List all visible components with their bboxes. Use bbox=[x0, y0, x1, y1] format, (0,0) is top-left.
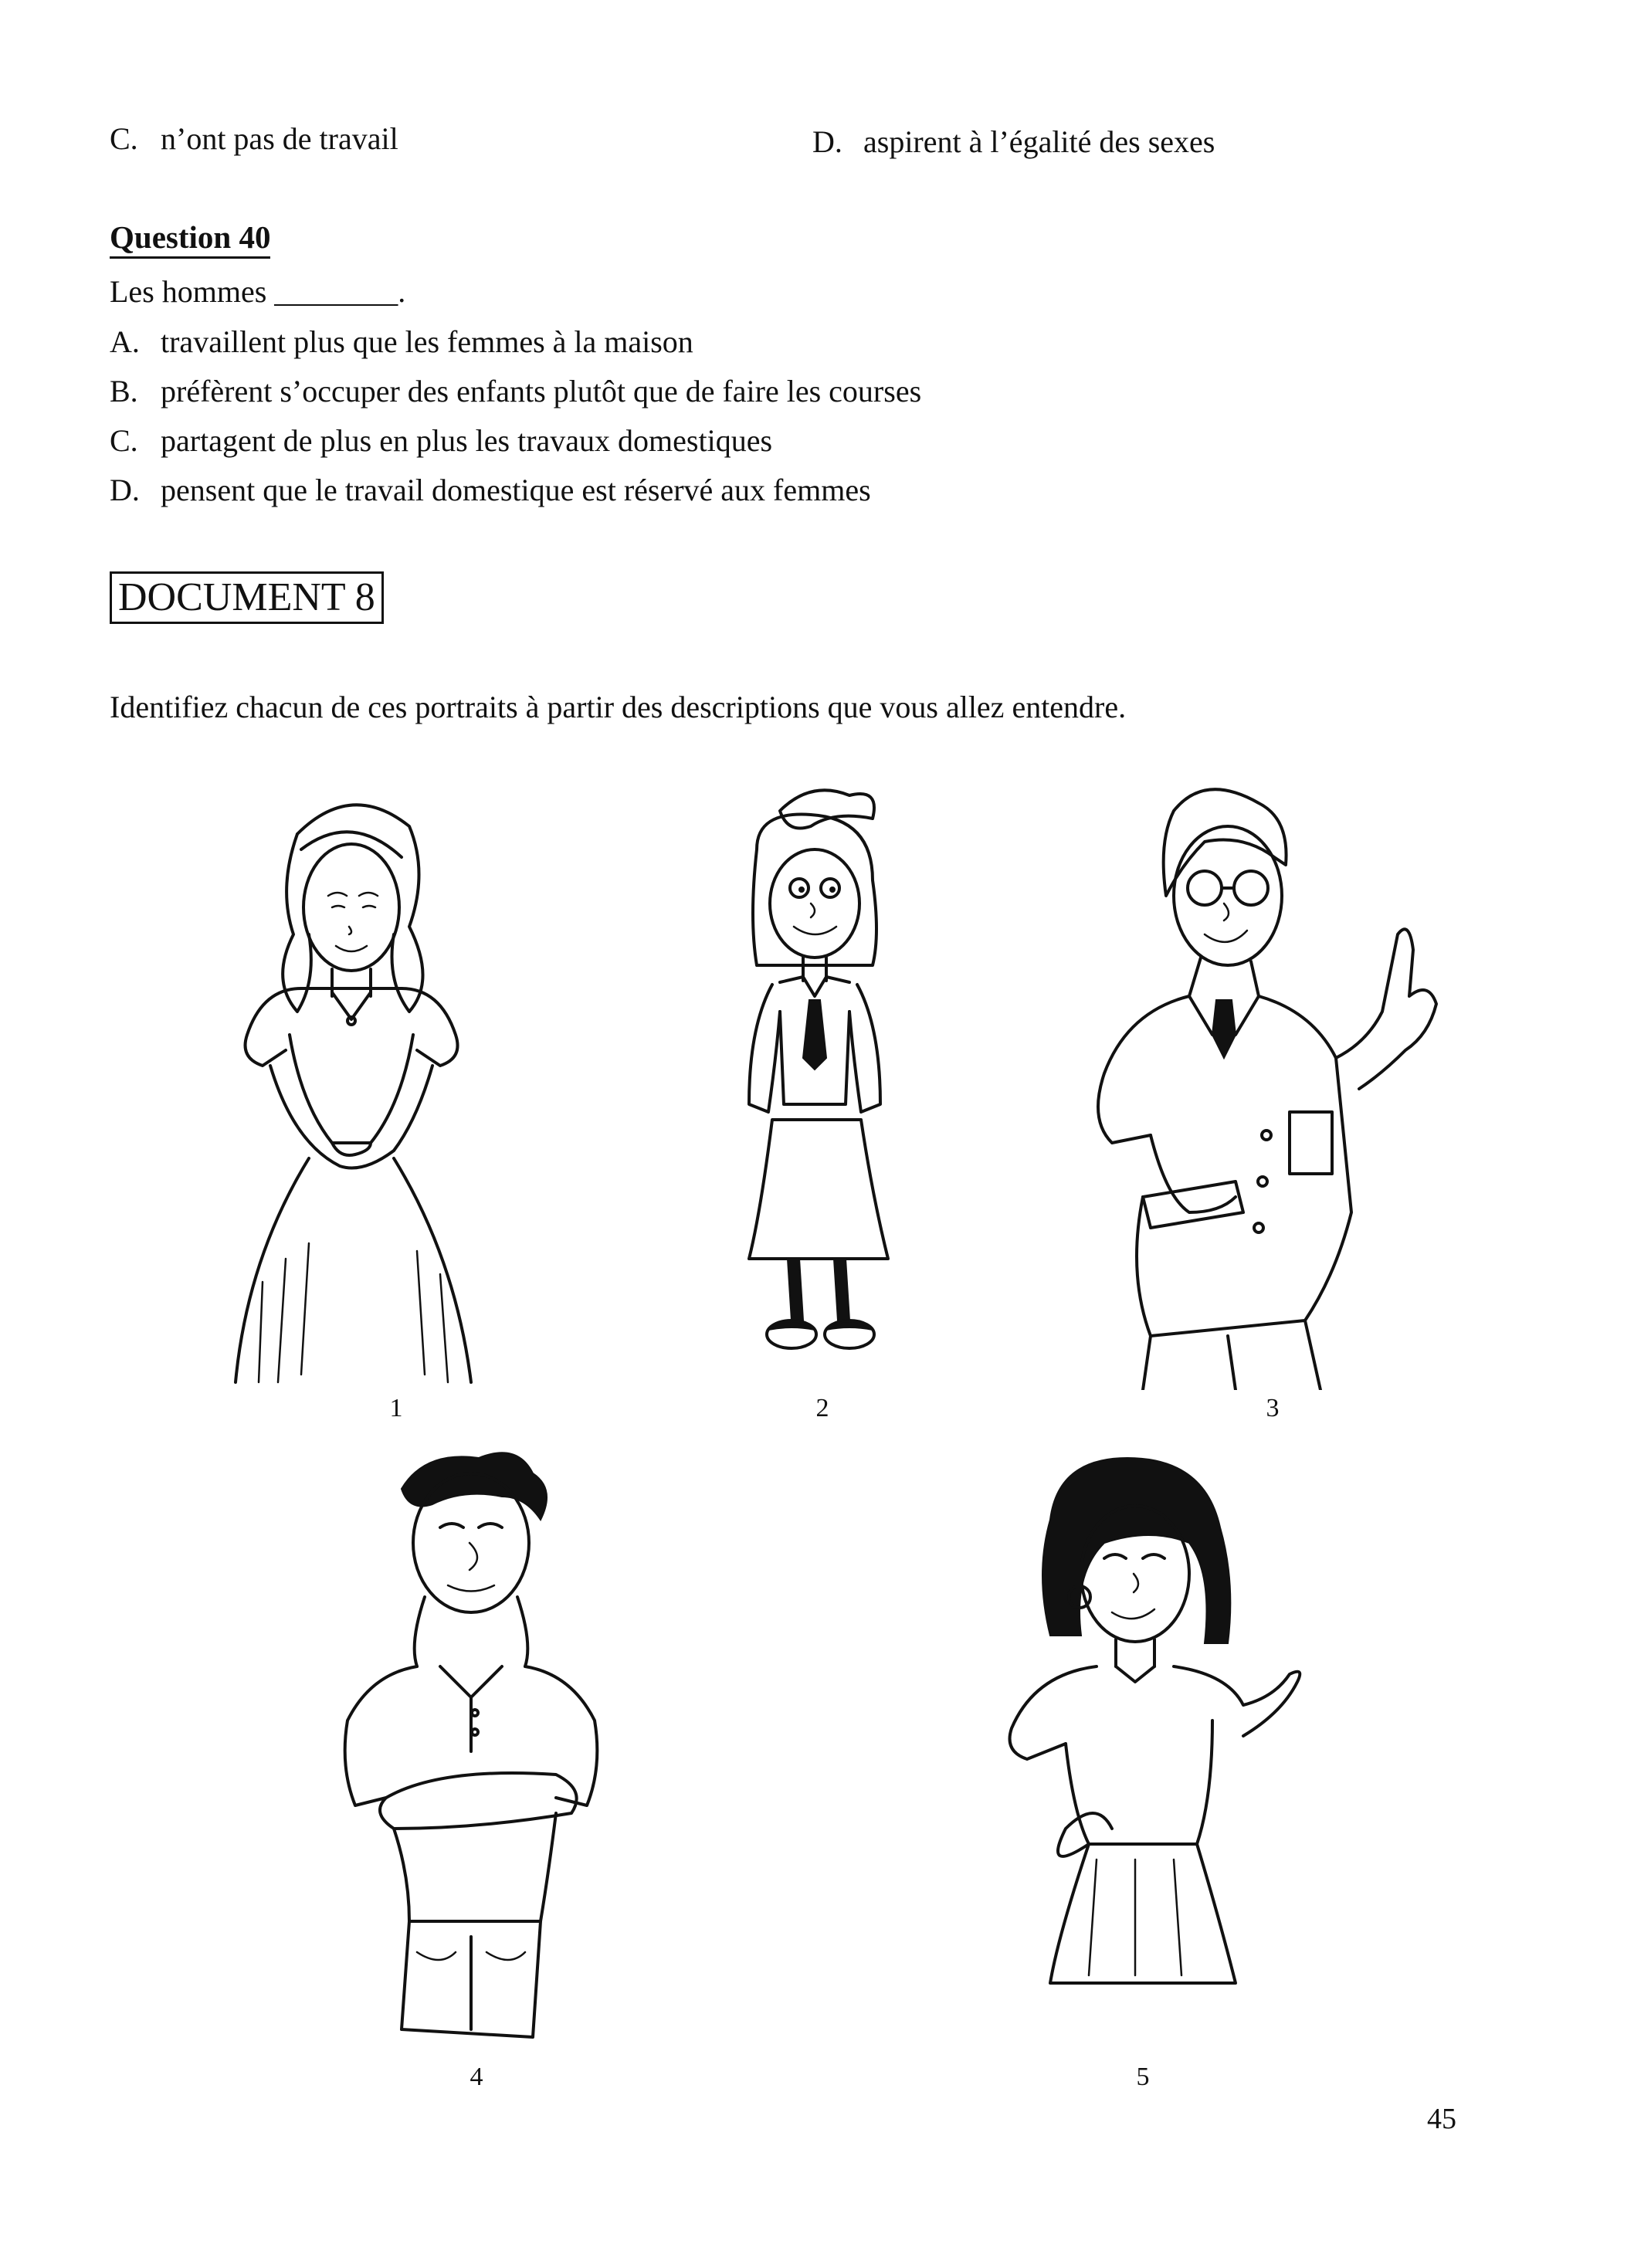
option-letter: D. bbox=[110, 473, 140, 507]
option-letter: A. bbox=[110, 324, 140, 359]
question-40-title: Question 40 bbox=[110, 219, 270, 256]
option-text: préfèrent s’occuper des enfants plutôt que de faire les courses bbox=[161, 374, 922, 409]
prev-option-d bbox=[812, 124, 1215, 161]
question-40-option-d bbox=[110, 472, 871, 509]
option-text: pensent que le travail domestique est réservé aux femmes bbox=[161, 473, 871, 507]
portrait-4-number: 4 bbox=[470, 2063, 483, 2091]
option-letter: C. bbox=[110, 121, 138, 156]
option-text: n’ont pas de travail bbox=[161, 121, 398, 156]
portrait-5-illustration bbox=[981, 1443, 1305, 2053]
portrait-3-illustration bbox=[1058, 780, 1459, 1390]
portrait-2-illustration bbox=[695, 780, 919, 1390]
question-40-option-a bbox=[110, 324, 693, 361]
document-heading: DOCUMENT 8 bbox=[110, 571, 384, 624]
portrait-5-number: 5 bbox=[1136, 2063, 1150, 2091]
question-40-option-b bbox=[110, 373, 921, 410]
page-number: 45 bbox=[1427, 2103, 1456, 2135]
portrait-1-number: 1 bbox=[389, 1394, 403, 1422]
option-text: partagent de plus en plus les travaux domestiques bbox=[161, 423, 773, 458]
portrait-4-illustration bbox=[324, 1443, 618, 2053]
option-letter: B. bbox=[110, 374, 138, 409]
portrait-2-number: 2 bbox=[815, 1394, 829, 1422]
portrait-1-illustration bbox=[216, 780, 486, 1390]
option-text: travaillent plus que les femmes à la maison bbox=[161, 324, 693, 359]
document-instruction: Identifiez chacun de ces portraits à partir des descriptions que vous allez entendre. bbox=[110, 690, 1127, 724]
portrait-3-number: 3 bbox=[1266, 1394, 1280, 1422]
prev-option-c bbox=[110, 120, 398, 158]
option-text: aspirent à l’égalité des sexes bbox=[863, 124, 1215, 159]
option-letter: C. bbox=[110, 423, 138, 458]
option-letter: D. bbox=[812, 124, 842, 159]
question-40-option-c bbox=[110, 422, 772, 459]
question-40-stem: Les hommes ________. bbox=[110, 274, 406, 309]
